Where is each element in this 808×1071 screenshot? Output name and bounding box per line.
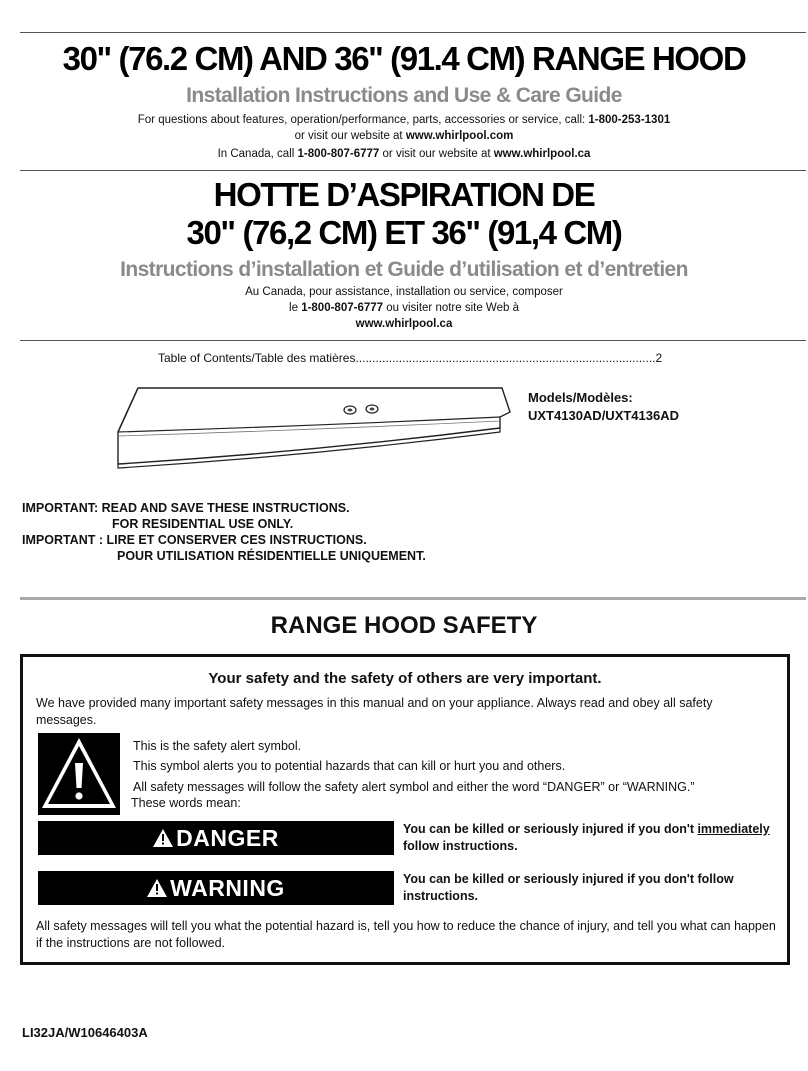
english-title: 30" (76.2 CM) AND 36" (91.4 CM) RANGE HOOD	[62, 40, 746, 77]
canada-text: or visit our website at	[379, 148, 494, 160]
contact-text: For questions about features, operation/performance, parts, accessories or service, call:	[137, 114, 589, 126]
important-line-fr-2: POUR UTILISATION RÉSIDENTIELLE UNIQUEMENT.	[117, 549, 426, 563]
important-line-en: IMPORTANT: READ AND SAVE THESE INSTRUCTIONS.	[22, 501, 350, 515]
danger-text: follow instructions.	[403, 839, 518, 853]
warning-triangle-icon	[153, 829, 173, 847]
range-hood-illustration	[110, 382, 520, 474]
canada-website: www.whirlpool.ca	[493, 148, 591, 160]
contact-text: or visit our website at	[294, 130, 406, 142]
important-line-en-2: FOR RESIDENTIAL USE ONLY.	[112, 517, 294, 531]
alert-symbol-line: All safety messages will follow the safety alert symbol and either the word “DANGER” or “WARNING.”	[133, 780, 695, 794]
english-contact	[0, 112, 808, 144]
french-contact	[0, 284, 808, 332]
canada-text: In Canada, call	[217, 148, 298, 160]
safety-box	[20, 654, 790, 965]
warning-description	[403, 871, 783, 905]
canada-phone: 1-800-807-6777	[297, 148, 380, 160]
french-subtitle: Instructions d’installation et Guide d’utilisation et d’entretien	[120, 258, 688, 281]
models-label: Models/Modèles:	[528, 390, 633, 405]
warning-text: You can be killed or seriously injured if you don't follow	[403, 872, 734, 886]
us-website: www.whirlpool.com	[405, 130, 514, 142]
danger-label: DANGER	[176, 824, 279, 851]
french-website: www.whirlpool.ca	[355, 318, 453, 330]
model-numbers: UXT4130AD/UXT4136AD	[528, 408, 680, 423]
french-contact-text: le	[289, 302, 302, 314]
important-notice	[22, 500, 426, 564]
section-rule	[20, 597, 806, 600]
toc-rule	[20, 340, 806, 341]
warning-triangle-icon	[147, 879, 167, 897]
warning-label: WARNING	[170, 874, 285, 901]
table-of-contents-entry[interactable]	[158, 351, 663, 365]
important-line-fr: IMPORTANT : LIRE ET CONSERVER CES INSTRUCTIONS.	[22, 533, 367, 547]
top-rule	[20, 32, 806, 33]
toc-page[interactable]: 2	[655, 351, 663, 365]
document-code: LI32JA/W10646403A	[22, 1025, 148, 1040]
french-phone: 1-800-807-6777	[301, 302, 384, 314]
danger-text: You can be killed or seriously injured if you don't	[403, 822, 698, 836]
warning-banner	[38, 871, 394, 905]
danger-banner	[38, 821, 394, 855]
alert-symbol-line: This is the safety alert symbol.	[133, 739, 302, 753]
alert-symbol-line: This symbol alerts you to potential hazards that can kill or hurt you and others.	[133, 759, 566, 773]
french-contact-line: Au Canada, pour assistance, installation ou service, composer	[245, 286, 563, 298]
warning-text: instructions.	[403, 889, 479, 903]
danger-description	[403, 821, 783, 855]
toc-label[interactable]: Table of Contents/Table des matières	[158, 351, 356, 365]
section-title: RANGE HOOD SAFETY	[270, 612, 538, 639]
models-block	[528, 389, 679, 425]
safety-alert-icon	[38, 733, 120, 815]
english-subtitle: Installation Instructions and Use & Care Guide	[186, 84, 622, 107]
safety-box-heading: Your safety and the safety of others are very important.	[208, 670, 602, 687]
danger-emphasis: immediately	[697, 822, 770, 836]
french-title-line2: 30" (76,2 CM) ET 36" (91,4 CM)	[186, 214, 622, 251]
middle-rule	[20, 170, 806, 171]
french-contact-text: ou visiter notre site Web à	[383, 302, 519, 314]
canada-contact	[0, 146, 808, 162]
alert-symbol-line: These words mean:	[131, 796, 241, 810]
safety-intro: We have provided many important safety messages in this manual and on your appliance. Always read and obey all safety messages.	[36, 696, 713, 727]
us-phone: 1-800-253-1301	[588, 114, 671, 126]
safety-closing: All safety messages will tell you what the potential hazard is, tell you how to reduce the chance of injury, and tell you what can happen if the instructions are not followed.	[36, 919, 776, 950]
french-title-line1: HOTTE D’ASPIRATION DE	[213, 176, 595, 213]
toc-leader: ..........................................................................................	[355, 351, 656, 365]
